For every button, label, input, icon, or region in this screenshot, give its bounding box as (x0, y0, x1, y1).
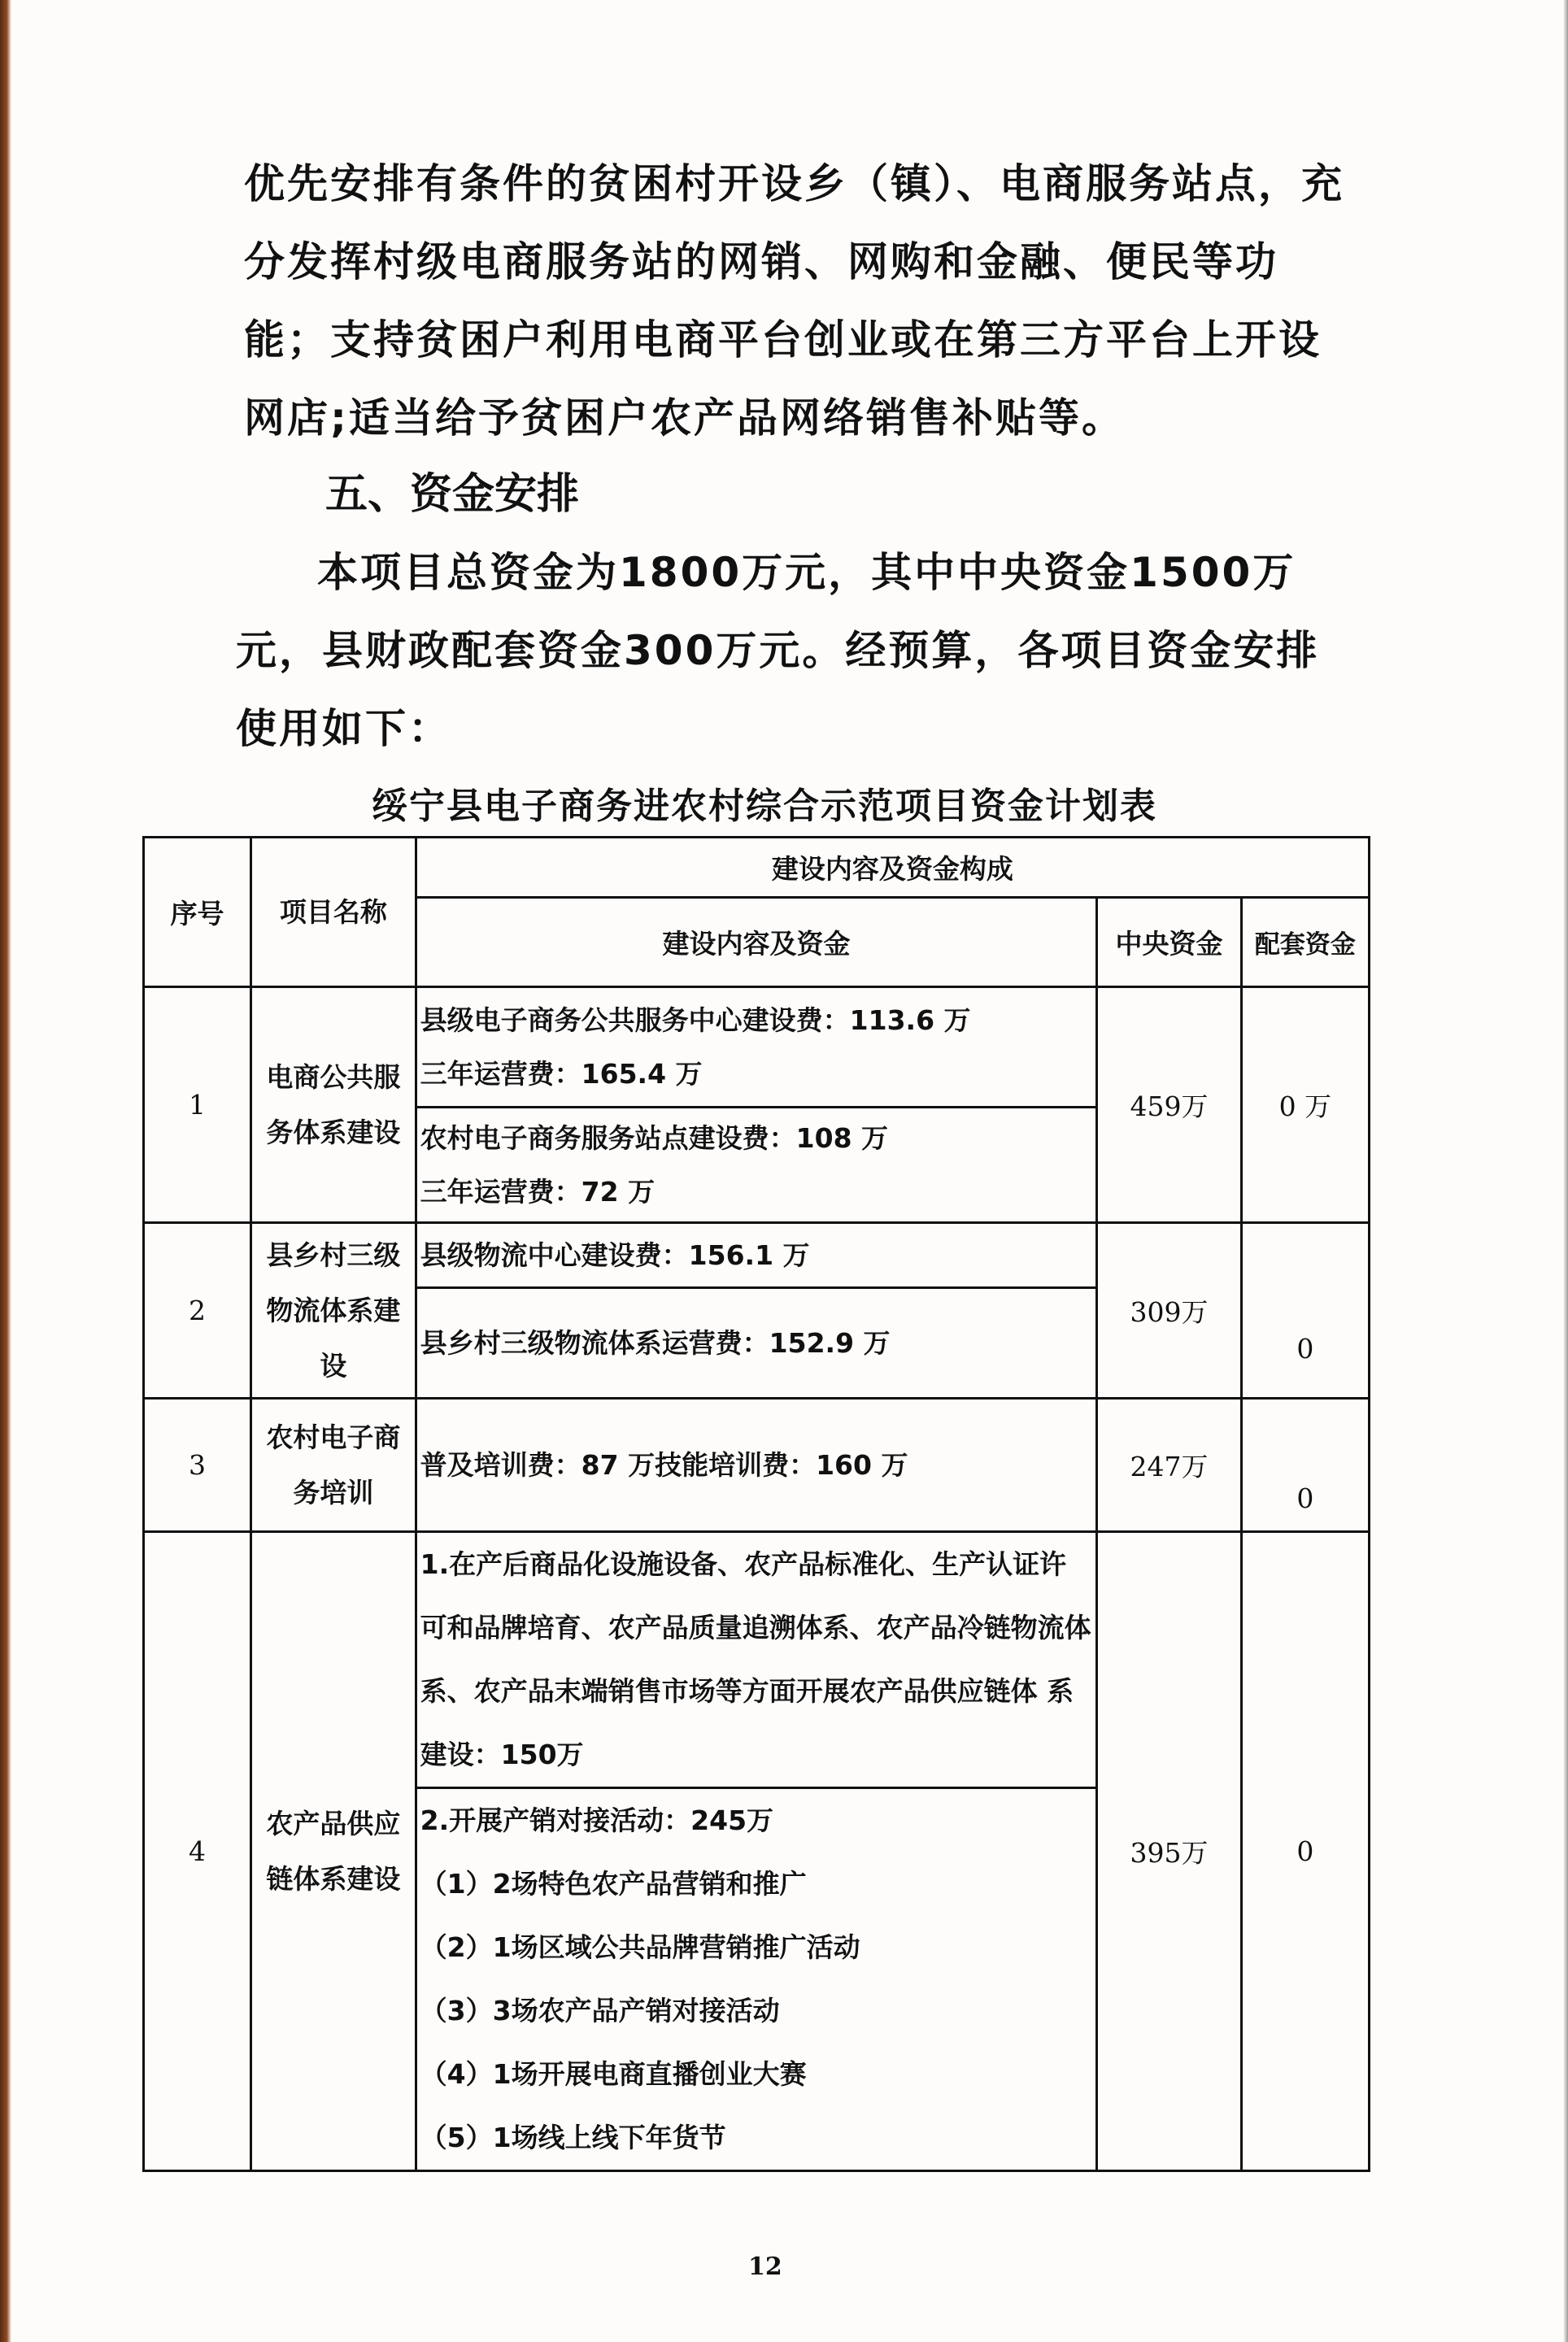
content-line: （4）1场开展电商直播创业大赛 (420, 2058, 807, 2090)
content-line: （3）3场农产品产销对接活动 (420, 1995, 780, 2026)
header-content: 建设内容及资金 (416, 898, 1097, 987)
table-row (144, 1399, 1370, 1532)
row-matching-funds: 0 (1241, 1399, 1369, 1532)
photo-edge-right (1563, 0, 1568, 2342)
row-name: 农村电子商务培训 (251, 1399, 416, 1532)
row-central-funds: 309万 (1097, 1223, 1241, 1399)
content-block (416, 1108, 1097, 1223)
header-name: 项目名称 (251, 838, 416, 987)
row-no: 1 (144, 987, 251, 1223)
content-line: 2.开展产销对接活动：245万 (420, 1804, 774, 1836)
content-line: （5）1场线上线下年货节 (420, 2122, 726, 2153)
page-number: 12 (748, 2253, 782, 2281)
content-line: 普及培训费：87 万技能培训费：160 万 (420, 1448, 908, 1481)
funding-plan-table (142, 836, 1370, 2172)
content-line: 县乡村三级物流体系运营费：152.9 万 (420, 1326, 891, 1359)
header-matching: 配套资金 (1241, 898, 1369, 987)
section-heading: 五、资金安排 (325, 470, 580, 519)
content-block (416, 1223, 1097, 1288)
content-line: （1）2场特色农产品营销和推广 (420, 1868, 807, 1900)
header-group: 建设内容及资金构成 (416, 838, 1369, 898)
row-central-funds: 459万 (1097, 987, 1241, 1223)
row-no: 3 (144, 1399, 251, 1532)
row-matching-funds: 0 (1241, 1223, 1369, 1399)
content-line: 县级物流中心建设费：156.1 万 (420, 1238, 810, 1271)
row-name: 县乡村三级物流体系建设 (251, 1223, 416, 1399)
row-no: 4 (144, 1532, 251, 2171)
row-central-funds: 395万 (1097, 1532, 1241, 2171)
content-block (416, 1532, 1097, 1788)
content-line: 农村电子商务服务站点建设费：108 万 (420, 1121, 889, 1154)
content-line: 县级电子商务公共服务中心建设费：113.6 万 (420, 1003, 971, 1036)
header-no: 序号 (144, 838, 251, 987)
content-block (416, 1288, 1097, 1399)
funding-paragraph: 本项目总资金为1800万元，其中中央资金1500万元，县财政配套资金300万元。经预算，各项目资金安排使用如下： (236, 549, 1320, 752)
content-line: 三年运营费：72 万 (420, 1175, 656, 1208)
table-title: 绥宁县电子商务进农村综合示范项目资金计划表 (372, 786, 1157, 827)
content-block (416, 987, 1097, 1108)
row-no: 2 (144, 1223, 251, 1399)
content-line: 三年运营费：165.4 万 (420, 1057, 703, 1090)
content-line: （2）1场区域公共品牌营销推广活动 (420, 1931, 860, 1963)
photo-edge-left (0, 0, 11, 2342)
body-paragraph: 优先安排有条件的贫困村开设乡（镇）、电商服务站点，充分发挥村级电商服务站的网销、网购和金融、便民等功能；支持贫困户利用电商平台创业或在第三方平台上开设网店;适当给予贫困户农产品网络销售补贴等。 (244, 160, 1344, 442)
content-line: 1.在产后商品化设施设备、农产品标准化、生产认证许可和品牌培育、农产品质量追溯体系、农产品冷链物流体系、农产品末端销售市场等方面开展农产品供应链体 系建设：150万 (420, 1548, 1091, 1770)
table-row (144, 1223, 1370, 1288)
row-name: 农产品供应链体系建设 (251, 1532, 416, 2171)
row-name: 电商公共服务体系建设 (251, 987, 416, 1223)
content-block (416, 1399, 1097, 1532)
row-matching-funds: 0 万 (1241, 987, 1369, 1223)
row-matching-funds: 0 (1241, 1532, 1369, 2171)
content-block (416, 1788, 1097, 2171)
row-central-funds: 247万 (1097, 1399, 1241, 1532)
table-row (144, 987, 1370, 1108)
table-row (144, 1532, 1370, 1788)
header-central: 中央资金 (1097, 898, 1241, 987)
header-row-1 (144, 838, 1370, 898)
